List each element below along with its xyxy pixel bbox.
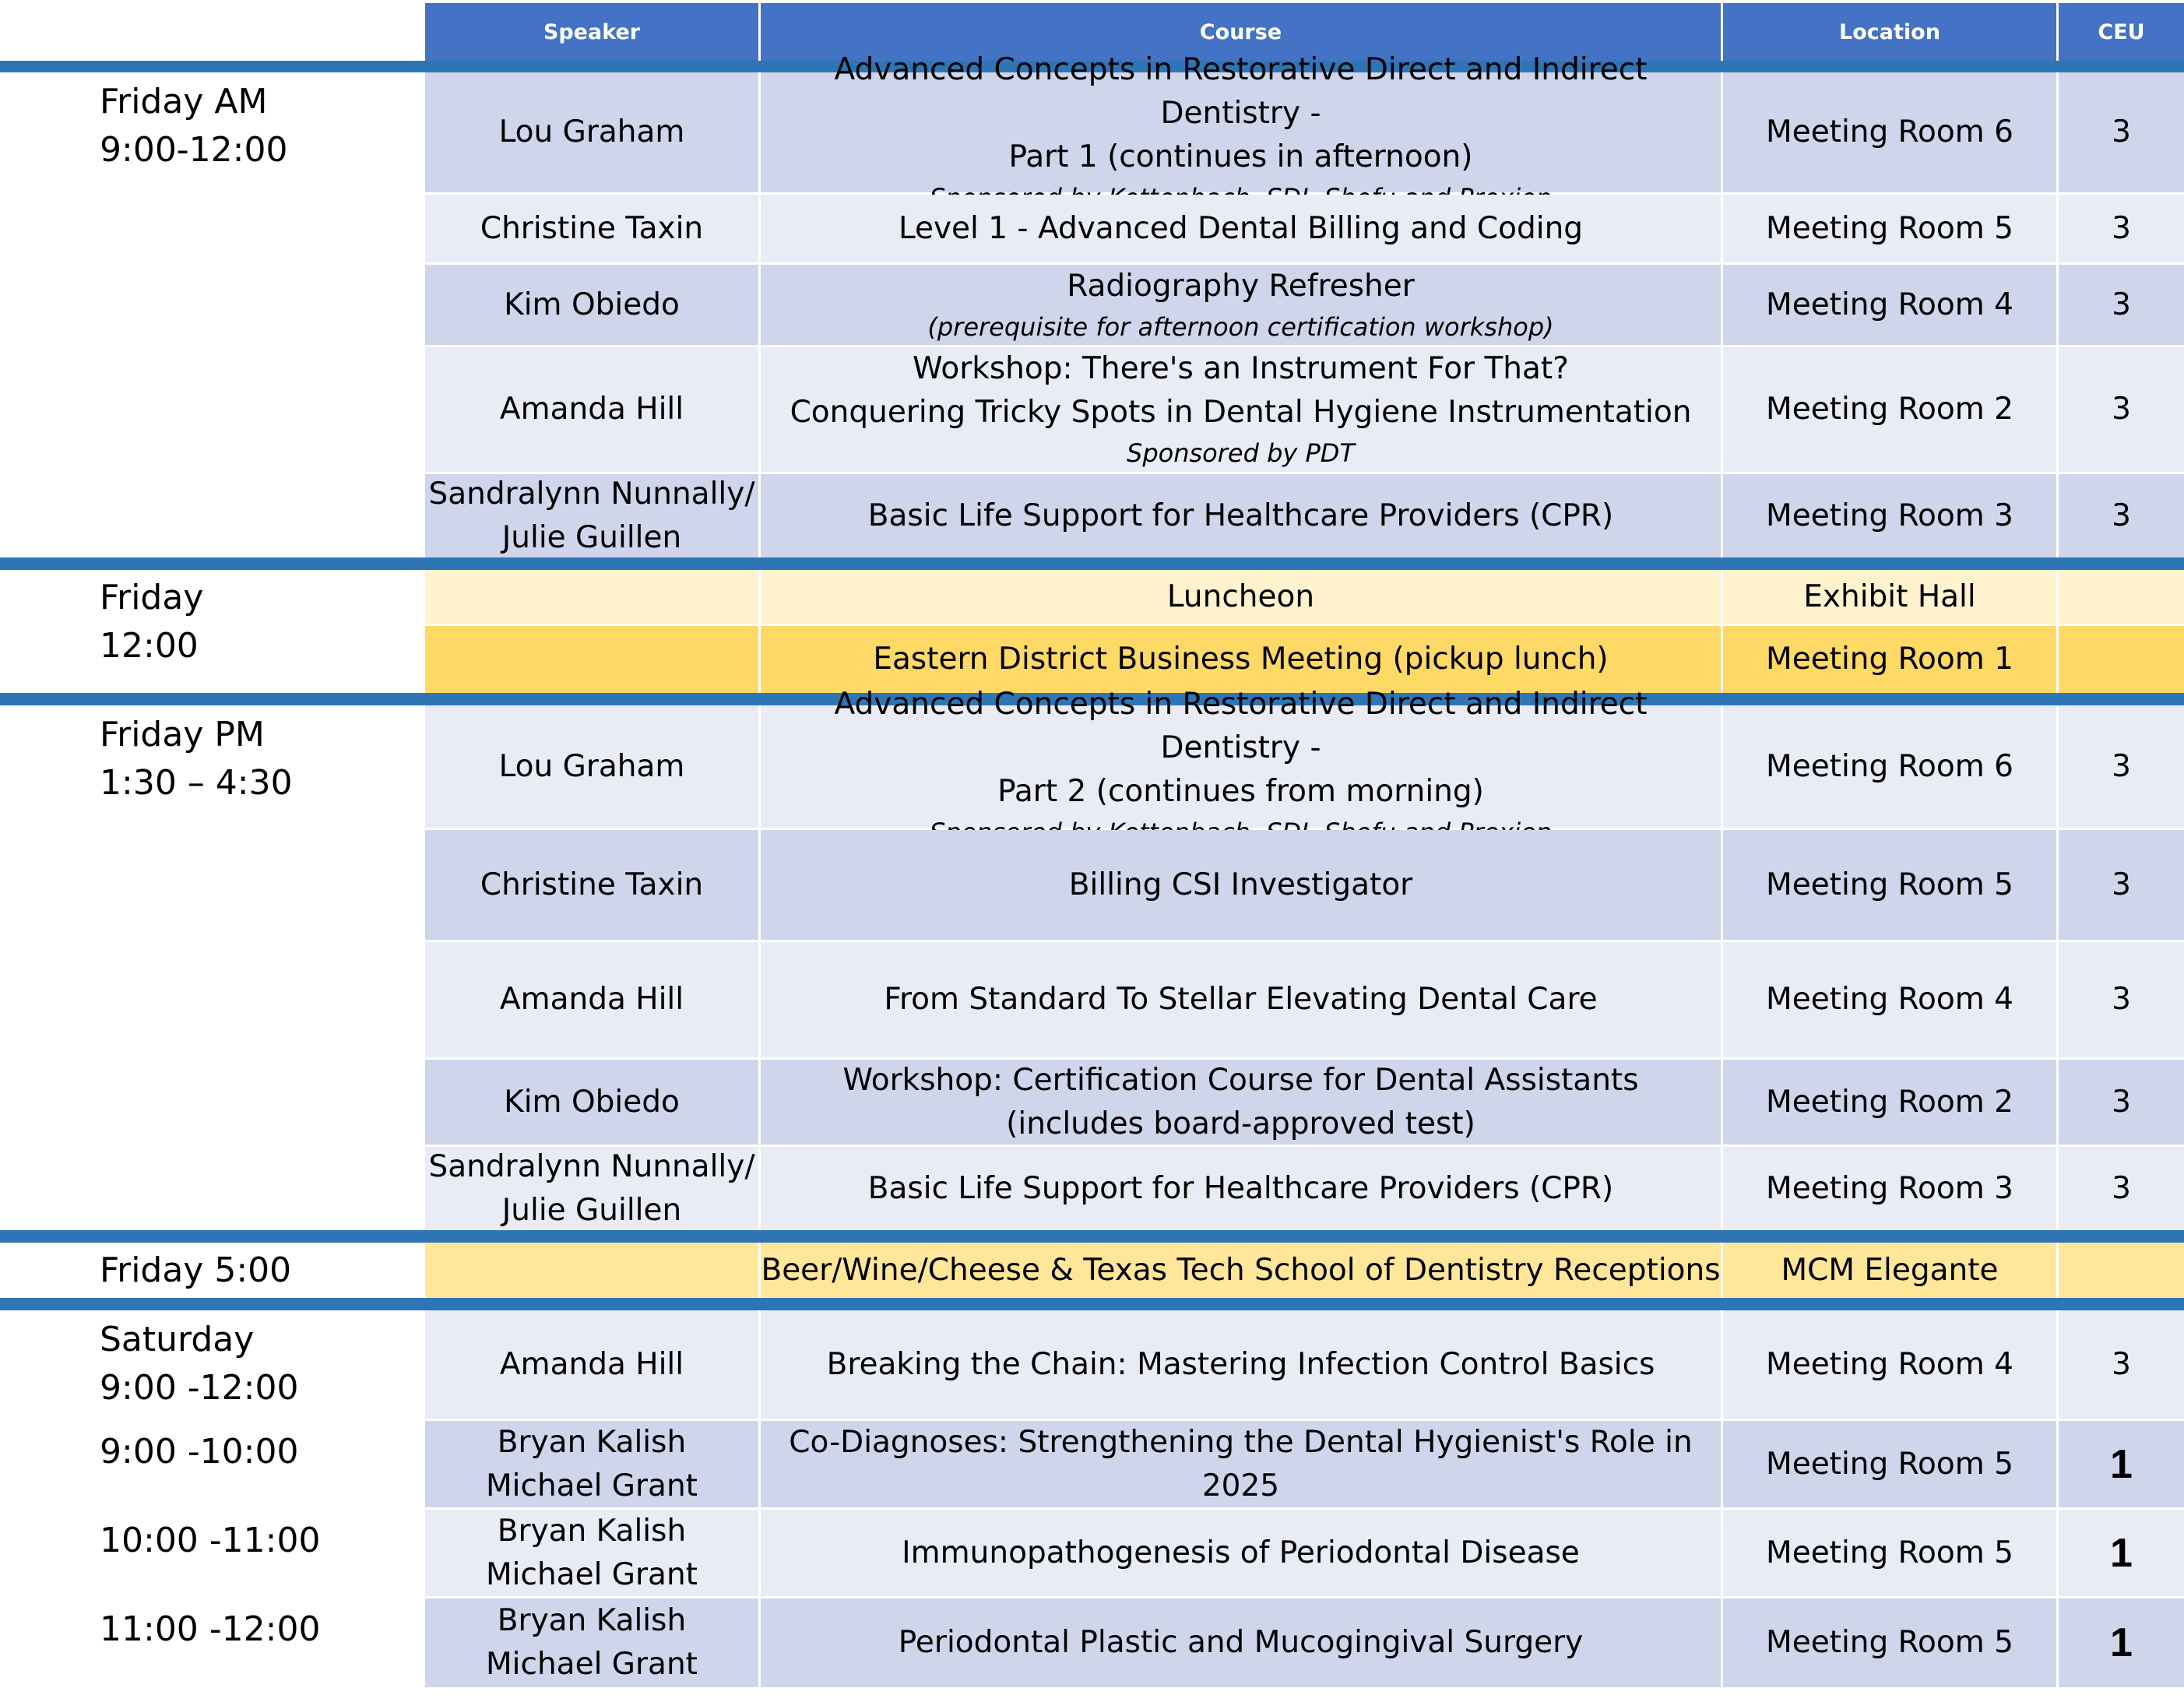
speaker-cell — [425, 347, 758, 472]
time-range: 9:00 -12:00 — [100, 1368, 299, 1408]
speaker-cell — [425, 626, 758, 693]
header-course: Course — [761, 3, 1721, 61]
speaker-cell — [425, 1060, 758, 1145]
course-note: Sponsored by PDT — [1127, 438, 1355, 468]
ceu-cell — [2059, 1147, 2184, 1230]
speaker-cell — [425, 1421, 758, 1507]
ceu-cell — [2059, 1243, 2184, 1298]
course-line: Billing CSI Investigator — [1068, 867, 1413, 902]
course-cell — [761, 1510, 1721, 1596]
location-value: Meeting Room 6 — [1766, 748, 2013, 784]
ceu-cell — [2059, 1310, 2184, 1419]
time-label: Friday PM — [100, 715, 265, 754]
header-ceu: CEU — [2059, 3, 2184, 61]
speaker-line: Michael Grant — [486, 1647, 698, 1682]
ceu-cell — [2059, 195, 2184, 262]
speaker-line: Bryan Kalish — [497, 1603, 687, 1638]
location-cell — [1723, 626, 2056, 693]
time-label: Friday AM — [100, 82, 268, 121]
time-label: Friday — [100, 578, 204, 617]
course-line: Luncheon — [1166, 578, 1315, 614]
section-divider — [0, 1230, 2184, 1243]
location-value: Meeting Room 4 — [1766, 287, 2013, 322]
speaker-cell — [425, 474, 758, 557]
time-saturday-11-12: 11:00 -12:00 — [100, 1609, 321, 1649]
location-value: Meeting Room 5 — [1766, 867, 2013, 902]
location-value: Meeting Room 6 — [1766, 114, 2013, 149]
course-line: Basic Life Support for Healthcare Providers (CPR) — [867, 498, 1614, 533]
ceu-value: 3 — [2112, 982, 2131, 1017]
speaker-line: Sandralynn Nunnally/ — [428, 1148, 755, 1184]
course-cell — [761, 1243, 1721, 1298]
location-value: Exhibit Hall — [1803, 578, 1976, 614]
ceu-value: 1 — [2110, 1620, 2133, 1665]
course-line: Periodontal Plastic and Mucogingival Surgery — [898, 1625, 1584, 1660]
course-cell — [761, 474, 1721, 557]
course-cell — [761, 52, 1721, 192]
location-cell — [1723, 1598, 2056, 1687]
course-line: Radiography Refresher — [1067, 268, 1415, 304]
course-line: Immunopathogenesis of Periodontal Disease — [902, 1535, 1580, 1570]
course-cell — [761, 1147, 1721, 1230]
course-note: (prerequisite for afternoon certification workshop) — [927, 311, 1554, 342]
location-cell — [1723, 1060, 2056, 1145]
ceu-cell — [2059, 705, 2184, 828]
course-cell — [761, 347, 1721, 472]
course-line: Breaking the Chain: Mastering Infection Control Basics — [826, 1346, 1655, 1382]
location-value: Meeting Room 1 — [1766, 642, 2013, 677]
time-range: 9:00-12:00 — [100, 130, 288, 170]
course-cell — [761, 1421, 1721, 1507]
time-saturday-10-11: 10:00 -11:00 — [100, 1521, 321, 1560]
course-line: Co-Diagnoses: Strengthening the Dental Hygienist's Role in 2025 — [789, 1424, 1693, 1503]
ceu-cell — [2059, 72, 2184, 192]
section-divider — [0, 1298, 2184, 1310]
ceu-value: 3 — [2112, 114, 2131, 149]
course-cell — [761, 942, 1721, 1057]
location-cell — [1723, 265, 2056, 345]
speaker-cell — [425, 1243, 758, 1298]
location-value: Meeting Room 5 — [1766, 1625, 2013, 1660]
speaker-cell — [425, 830, 758, 940]
section-divider — [0, 557, 2184, 570]
header-speaker: Speaker — [425, 3, 758, 61]
location-cell — [1723, 1243, 2056, 1298]
course-cell — [761, 1310, 1721, 1419]
location-cell — [1723, 1510, 2056, 1596]
course-line: From Standard To Stellar Elevating Dental Care — [884, 982, 1598, 1017]
ceu-value: 3 — [2112, 867, 2131, 902]
speaker-line: Michael Grant — [486, 1468, 698, 1503]
course-cell — [761, 686, 1721, 828]
location-value: MCM Elegante — [1781, 1252, 1999, 1288]
location-value: Meeting Room 4 — [1766, 982, 2013, 1017]
course-line: Workshop: There's an Instrument For That? — [913, 351, 1569, 386]
course-line: Part 2 (continues from morning) — [997, 773, 1484, 809]
course-cell — [761, 570, 1721, 624]
location-cell — [1723, 1310, 2056, 1419]
course-line: Part 1 (continues in afternoon) — [1008, 139, 1473, 174]
speaker-cell — [425, 942, 758, 1057]
course-line: Advanced Concepts in Restorative Direct and Indirect Dentistry - — [834, 52, 1648, 131]
speaker-cell — [425, 1310, 758, 1419]
speaker-line: Amanda Hill — [499, 982, 684, 1017]
course-line: Eastern District Business Meeting (pickup lunch) — [873, 642, 1609, 677]
ceu-cell — [2059, 626, 2184, 693]
speaker-cell — [425, 195, 758, 262]
ceu-value: 3 — [2112, 210, 2131, 246]
ceu-value: 3 — [2112, 1170, 2131, 1206]
ceu-cell — [2059, 1421, 2184, 1507]
speaker-line: Kim Obiedo — [504, 1084, 680, 1120]
location-cell — [1723, 195, 2056, 262]
speaker-line: Amanda Hill — [499, 392, 684, 427]
course-cell — [761, 1598, 1721, 1687]
speaker-line: Julie Guillen — [501, 1192, 682, 1228]
location-cell — [1723, 1421, 2056, 1507]
location-value: Meeting Room 5 — [1766, 210, 2013, 246]
speaker-cell — [425, 705, 758, 828]
speaker-line: Bryan Kalish — [497, 1513, 687, 1549]
time-saturday-9-10: 9:00 -10:00 — [100, 1432, 299, 1472]
ceu-value: 3 — [2112, 1084, 2131, 1120]
ceu-value: 1 — [2110, 1441, 2133, 1487]
location-value: Meeting Room 3 — [1766, 498, 2013, 533]
course-cell — [761, 195, 1721, 262]
location-cell — [1723, 72, 2056, 192]
location-cell — [1723, 474, 2056, 557]
speaker-cell — [425, 1147, 758, 1230]
ceu-value: 3 — [2112, 748, 2131, 784]
speaker-cell — [425, 72, 758, 192]
speaker-line: Julie Guillen — [501, 519, 682, 555]
course-line: Workshop: Certification Course for Dental Assistants — [842, 1062, 1639, 1098]
ceu-cell — [2059, 474, 2184, 557]
speaker-cell — [425, 1598, 758, 1687]
location-cell — [1723, 347, 2056, 472]
speaker-line: Michael Grant — [486, 1556, 698, 1592]
location-cell — [1723, 942, 2056, 1057]
speaker-line: Christine Taxin — [480, 210, 704, 246]
ceu-cell — [2059, 265, 2184, 345]
speaker-cell — [425, 1510, 758, 1596]
speaker-line: Amanda Hill — [499, 1346, 684, 1382]
speaker-cell — [425, 570, 758, 624]
location-cell — [1723, 570, 2056, 624]
time-saturday — [100, 1316, 298, 1412]
course-line: Conquering Tricky Spots in Dental Hygiene Instrumentation — [790, 395, 1692, 430]
location-cell — [1723, 830, 2056, 940]
speaker-line: Lou Graham — [498, 748, 685, 784]
time-friday-pm — [100, 711, 293, 807]
location-cell — [1723, 1147, 2056, 1230]
course-line: Beer/Wine/Cheese & Texas Tech School of Dentistry Receptions — [761, 1252, 1721, 1288]
course-line: (includes board-approved test) — [1006, 1106, 1475, 1141]
course-line: Advanced Concepts in Restorative Direct and Indirect Dentistry - — [834, 686, 1648, 765]
header-location: Location — [1723, 3, 2056, 61]
location-value: Meeting Room 2 — [1766, 1084, 2013, 1120]
time-friday-am — [100, 78, 287, 174]
ceu-cell — [2059, 570, 2184, 624]
location-value: Meeting Room 5 — [1766, 1535, 2013, 1570]
speaker-line: Sandralynn Nunnally/ — [428, 476, 755, 512]
ceu-cell — [2059, 1510, 2184, 1596]
location-value: Meeting Room 3 — [1766, 1170, 2013, 1206]
ceu-cell — [2059, 347, 2184, 472]
ceu-value: 3 — [2112, 287, 2131, 322]
ceu-cell — [2059, 1598, 2184, 1687]
speaker-line: Bryan Kalish — [497, 1424, 687, 1460]
ceu-cell — [2059, 830, 2184, 940]
speaker-line: Lou Graham — [498, 114, 685, 149]
time-label: Friday 5:00 — [100, 1250, 292, 1290]
course-cell — [761, 830, 1721, 940]
location-value: Meeting Room 4 — [1766, 1346, 2013, 1382]
location-cell — [1723, 705, 2056, 828]
ceu-value: 3 — [2112, 1346, 2131, 1382]
time-range: 12:00 — [100, 626, 199, 666]
course-cell — [761, 1060, 1721, 1145]
ceu-value: 3 — [2112, 392, 2131, 427]
time-friday-5 — [100, 1247, 291, 1295]
course-cell — [761, 265, 1721, 345]
course-line: Level 1 - Advanced Dental Billing and Coding — [898, 210, 1584, 246]
ceu-value: 1 — [2110, 1530, 2133, 1576]
time-range: 1:30 – 4:30 — [100, 763, 293, 803]
time-label: Saturday — [100, 1320, 255, 1359]
course-line: Basic Life Support for Healthcare Providers (CPR) — [867, 1170, 1614, 1206]
location-value: Meeting Room 2 — [1766, 392, 2013, 427]
ceu-cell — [2059, 1060, 2184, 1145]
ceu-value: 3 — [2112, 498, 2131, 533]
location-value: Meeting Room 5 — [1766, 1446, 2013, 1482]
speaker-cell — [425, 265, 758, 345]
speaker-line: Christine Taxin — [480, 867, 704, 902]
ceu-cell — [2059, 942, 2184, 1057]
speaker-line: Kim Obiedo — [504, 287, 680, 322]
time-friday-noon — [100, 574, 203, 670]
